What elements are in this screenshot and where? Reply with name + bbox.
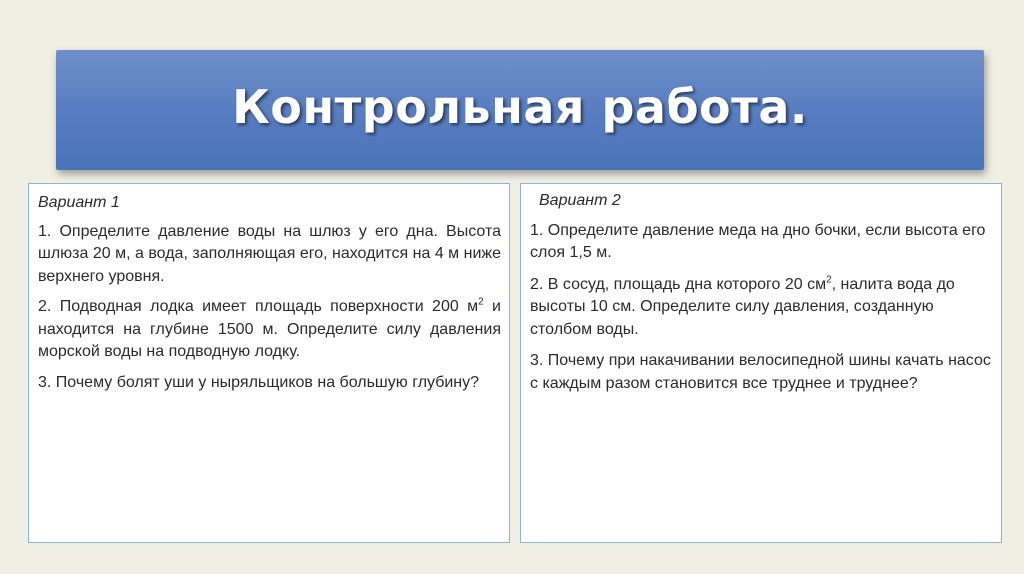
variant-2-heading: Вариант 2 bbox=[539, 192, 621, 209]
variant-2-question-2 bbox=[530, 274, 993, 342]
variant-2-question-3: 3. Почему при накачивании велосипедной шины качать насос с каждым разом становится все труднее и труднее? bbox=[530, 352, 991, 392]
variant-1-question-3: 3. Почему болят уши у ныряльщиков на большую глубину? bbox=[38, 373, 480, 391]
title-banner bbox=[56, 50, 984, 170]
variant-2-question-2-text-a: 2. В сосуд, площадь дна которого 20 см bbox=[530, 275, 827, 293]
variant-2-box bbox=[520, 183, 1002, 543]
variant-1-box bbox=[28, 183, 510, 543]
superscript-squared: 2 bbox=[478, 296, 484, 308]
variant-2-question-2-text-b: , налита вода до высоты 10 см. Определите силу давления, созданную столбом воды. bbox=[530, 275, 955, 338]
slide-title: Контрольная работа. bbox=[232, 80, 808, 134]
superscript-squared: 2 bbox=[826, 274, 832, 286]
variant-2-question-1: 1. Определите давление меда на дно бочки, если высота его слоя 1,5 м. bbox=[530, 221, 986, 261]
variant-1-question-2-text-a: 2. Подводная лодка имеет площадь поверхности 200 м bbox=[38, 298, 479, 315]
variant-1-question-2-text-b: и находится на глубине 1500 м. Определите силу давления морской воды на подводную лодку. bbox=[38, 298, 501, 360]
variant-1-question-2 bbox=[38, 296, 501, 364]
variant-1-question-1: 1. Определите давление воды на шлюз у его дна. Высота шлюза 20 м, а вода, заполняющая его, находится на 4 м ниже верхнего уровня. bbox=[38, 222, 501, 285]
variant-1-heading: Вариант 1 bbox=[38, 194, 120, 211]
